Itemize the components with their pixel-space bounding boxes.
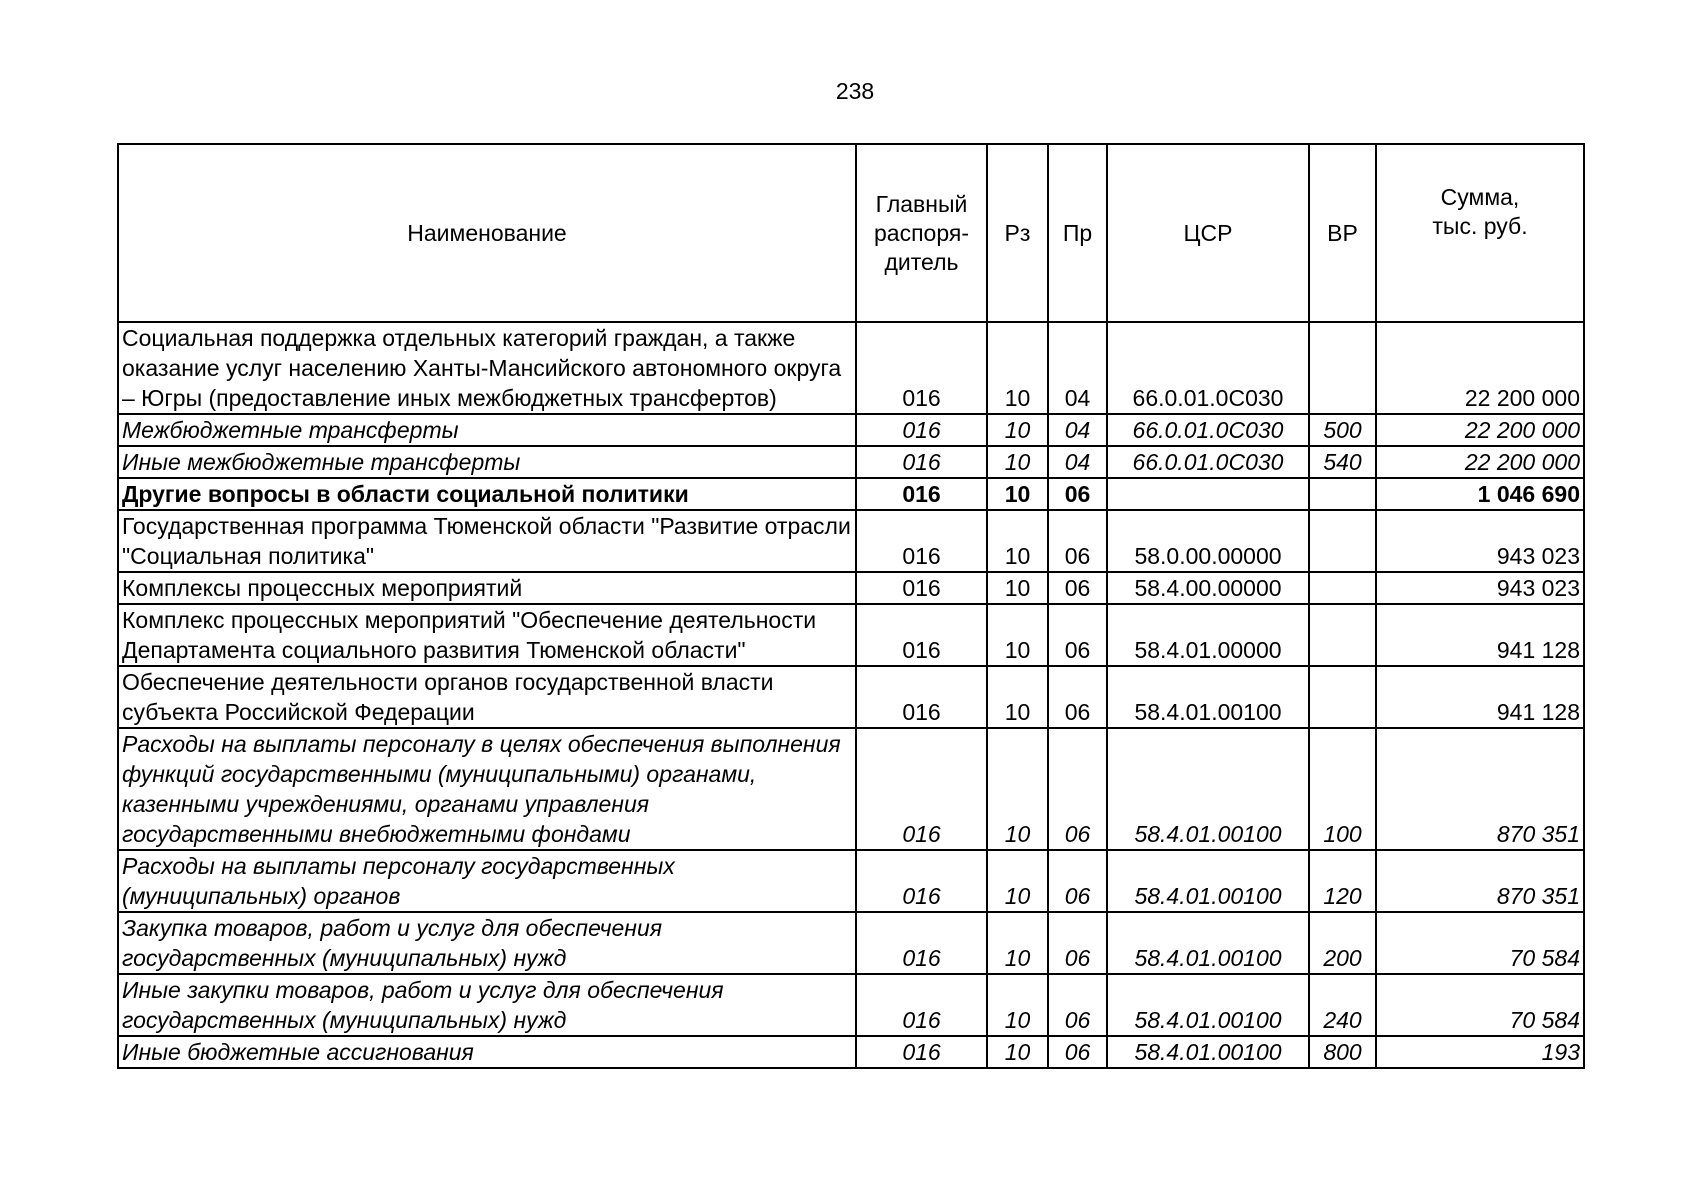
cell-name: Обеспечение деятельности органов государственной власти субъекта Российской Федерации — [118, 666, 856, 728]
table-row — [118, 572, 1584, 604]
cell-vr: 500 — [1309, 414, 1376, 446]
cell-rz: 10 — [987, 974, 1048, 1036]
cell-rz: 10 — [987, 510, 1048, 572]
cell-vr: 540 — [1309, 446, 1376, 478]
cell-rz: 10 — [987, 728, 1048, 850]
table-row — [118, 974, 1584, 1036]
cell-pr: 06 — [1048, 1036, 1107, 1068]
cell-chief: 016 — [856, 1036, 987, 1068]
cell-chief: 016 — [856, 604, 987, 666]
table-row — [118, 850, 1584, 912]
cell-rz: 10 — [987, 322, 1048, 414]
cell-rz: 10 — [987, 414, 1048, 446]
cell-pr: 06 — [1048, 572, 1107, 604]
cell-name: Расходы на выплаты персоналу в целях обеспечения выполнения функций государственными (муниципальными) органами, казенными учреждениями, органами управления государственными внебюджетными фондами — [118, 728, 856, 850]
cell-name: Иные бюджетные ассигнования — [118, 1036, 856, 1068]
table-body — [118, 322, 1584, 1068]
table-row — [118, 912, 1584, 974]
cell-pr: 06 — [1048, 478, 1107, 510]
cell-sum: 193 — [1376, 1036, 1584, 1068]
cell-rz: 10 — [987, 666, 1048, 728]
header-row — [118, 144, 1584, 322]
table-row — [118, 322, 1584, 414]
cell-csr: 58.4.01.00100 — [1107, 1036, 1309, 1068]
cell-chief: 016 — [856, 850, 987, 912]
header-csr: ЦСР — [1107, 144, 1309, 322]
cell-csr: 58.4.01.00100 — [1107, 666, 1309, 728]
cell-vr: 240 — [1309, 974, 1376, 1036]
table-row — [118, 478, 1584, 510]
cell-name: Межбюджетные трансферты — [118, 414, 856, 446]
cell-name: Комплекс процессных мероприятий "Обеспечение деятельности Департамента социального развития Тюменской области" — [118, 604, 856, 666]
cell-rz: 10 — [987, 912, 1048, 974]
cell-csr: 58.4.00.00000 — [1107, 572, 1309, 604]
cell-name: Другие вопросы в области социальной политики — [118, 478, 856, 510]
cell-sum: 943 023 — [1376, 510, 1584, 572]
cell-name: Иные межбюджетные трансферты — [118, 446, 856, 478]
table-row — [118, 1036, 1584, 1068]
cell-sum: 22 200 000 — [1376, 446, 1584, 478]
cell-vr — [1309, 510, 1376, 572]
cell-csr: 66.0.01.0С030 — [1107, 414, 1309, 446]
cell-rz: 10 — [987, 478, 1048, 510]
cell-rz: 10 — [987, 1036, 1048, 1068]
cell-rz: 10 — [987, 446, 1048, 478]
cell-csr: 58.0.00.00000 — [1107, 510, 1309, 572]
cell-sum: 70 584 — [1376, 974, 1584, 1036]
cell-sum: 70 584 — [1376, 912, 1584, 974]
table-row — [118, 604, 1584, 666]
cell-csr: 58.4.01.00000 — [1107, 604, 1309, 666]
cell-csr: 58.4.01.00100 — [1107, 850, 1309, 912]
cell-name: Иные закупки товаров, работ и услуг для обеспечения государственных (муниципальных) нужд — [118, 974, 856, 1036]
cell-sum: 943 023 — [1376, 572, 1584, 604]
cell-sum: 870 351 — [1376, 728, 1584, 850]
cell-name: Расходы на выплаты персоналу государственных (муниципальных) органов — [118, 850, 856, 912]
cell-pr: 06 — [1048, 974, 1107, 1036]
cell-vr — [1309, 572, 1376, 604]
cell-chief: 016 — [856, 510, 987, 572]
cell-name: Закупка товаров, работ и услуг для обеспечения государственных (муниципальных) нужд — [118, 912, 856, 974]
cell-vr: 100 — [1309, 728, 1376, 850]
cell-chief: 016 — [856, 666, 987, 728]
cell-csr: 58.4.01.00100 — [1107, 912, 1309, 974]
header-vr: ВР — [1309, 144, 1376, 322]
cell-csr: 66.0.01.0С030 — [1107, 446, 1309, 478]
cell-pr: 06 — [1048, 850, 1107, 912]
header-pr: Пр — [1048, 144, 1107, 322]
header-name: Наименование — [118, 144, 856, 322]
cell-pr: 06 — [1048, 510, 1107, 572]
cell-vr — [1309, 666, 1376, 728]
header-sum: Сумма, тыс. руб. — [1376, 144, 1584, 322]
cell-chief: 016 — [856, 572, 987, 604]
cell-rz: 10 — [987, 850, 1048, 912]
cell-pr: 04 — [1048, 322, 1107, 414]
cell-chief: 016 — [856, 478, 987, 510]
cell-chief: 016 — [856, 728, 987, 850]
header-chief: Главный распоря- дитель — [856, 144, 987, 322]
cell-pr: 06 — [1048, 604, 1107, 666]
cell-rz: 10 — [987, 604, 1048, 666]
cell-sum: 22 200 000 — [1376, 414, 1584, 446]
cell-sum: 22 200 000 — [1376, 322, 1584, 414]
cell-pr: 06 — [1048, 728, 1107, 850]
cell-csr: 58.4.01.00100 — [1107, 974, 1309, 1036]
table-row — [118, 728, 1584, 850]
cell-chief: 016 — [856, 414, 987, 446]
table-row — [118, 414, 1584, 446]
cell-csr: 58.4.01.00100 — [1107, 728, 1309, 850]
cell-vr: 120 — [1309, 850, 1376, 912]
cell-vr: 800 — [1309, 1036, 1376, 1068]
cell-chief: 016 — [856, 974, 987, 1036]
table-row — [118, 666, 1584, 728]
cell-vr — [1309, 478, 1376, 510]
cell-chief: 016 — [856, 912, 987, 974]
header-rz: Рз — [987, 144, 1048, 322]
cell-sum: 870 351 — [1376, 850, 1584, 912]
cell-name: Государственная программа Тюменской области "Развитие отрасли "Социальная политика" — [118, 510, 856, 572]
page-number: 238 — [835, 78, 875, 104]
cell-vr: 200 — [1309, 912, 1376, 974]
table-row — [118, 446, 1584, 478]
cell-name: Социальная поддержка отдельных категорий граждан, а также оказание услуг населению Ханты-Мансийского автономного округа – Югры (предоставление иных межбюджетных трансфертов) — [118, 322, 856, 414]
cell-chief: 016 — [856, 446, 987, 478]
budget-table — [117, 143, 1585, 1069]
cell-pr: 04 — [1048, 414, 1107, 446]
cell-csr — [1107, 478, 1309, 510]
cell-vr — [1309, 322, 1376, 414]
cell-pr: 06 — [1048, 912, 1107, 974]
cell-chief: 016 — [856, 322, 987, 414]
table-row — [118, 510, 1584, 572]
cell-vr — [1309, 604, 1376, 666]
cell-sum: 1 046 690 — [1376, 478, 1584, 510]
cell-pr: 04 — [1048, 446, 1107, 478]
cell-pr: 06 — [1048, 666, 1107, 728]
cell-name: Комплексы процессных мероприятий — [118, 572, 856, 604]
cell-rz: 10 — [987, 572, 1048, 604]
cell-csr: 66.0.01.0С030 — [1107, 322, 1309, 414]
cell-sum: 941 128 — [1376, 604, 1584, 666]
cell-sum: 941 128 — [1376, 666, 1584, 728]
